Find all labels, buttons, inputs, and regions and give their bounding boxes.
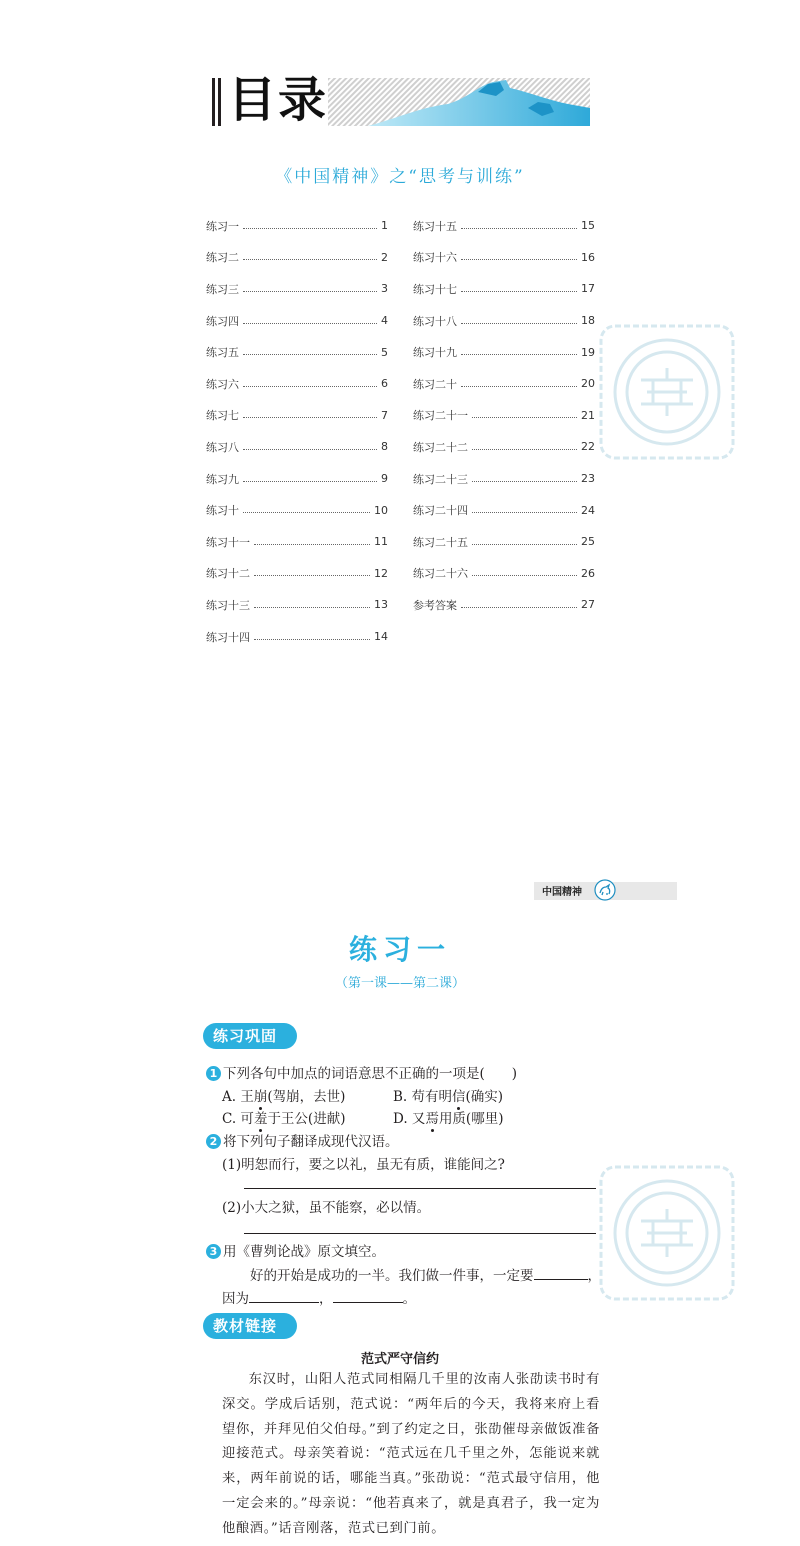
leader-dots (254, 606, 370, 608)
question-number-badge: 1 (206, 1066, 221, 1081)
leader-dots (243, 416, 377, 418)
option-text: 于王公(进献) (267, 1111, 346, 1127)
fill-text: 因为 (222, 1291, 249, 1307)
toc-entry-label: 练习八 (206, 440, 239, 454)
leader-dots (243, 385, 377, 387)
toc-entry-page: 13 (374, 598, 388, 612)
leader-dots (254, 638, 370, 640)
toc-entry-page: 9 (381, 472, 388, 486)
toc-entry-page: 4 (381, 314, 388, 328)
toc-entry-page: 24 (581, 503, 595, 517)
toc-entry-label: 练习二十三 (413, 472, 468, 486)
toc-entry[interactable] (206, 558, 388, 590)
toc-entry-page: 3 (381, 282, 388, 296)
toc-entry-label: 练习九 (206, 472, 239, 486)
option-d[interactable] (393, 1107, 503, 1127)
question-2 (206, 1130, 399, 1150)
toc-entry-label: 练习十九 (413, 346, 457, 360)
question-text: 下列各句中加点的词语意思不正确的一项是( ) (223, 1066, 518, 1082)
option-text: C. 可 (222, 1111, 254, 1127)
leader-dots (472, 574, 577, 576)
toc-entry[interactable] (206, 273, 388, 305)
toc-entry[interactable] (413, 558, 595, 590)
toc-entry-page: 5 (381, 345, 388, 359)
toc-entry-label: 练习二十二 (413, 440, 468, 454)
toc-entry-label: 练习十四 (206, 630, 250, 644)
toc-entry-label: 练习十七 (413, 282, 457, 296)
toc-entry[interactable] (413, 242, 595, 274)
toc-entry-page: 7 (381, 408, 388, 422)
fill-line-2 (222, 1287, 416, 1307)
leader-dots (243, 290, 377, 292)
toc-entry-label: 练习五 (206, 346, 239, 360)
toc-entry[interactable] (413, 273, 595, 305)
leader-dots (243, 511, 370, 513)
toc-column-left (206, 210, 388, 652)
toc-entry[interactable] (206, 621, 388, 653)
leader-dots (243, 227, 377, 229)
sentence-1: (1)明恕而行，要之以礼，虽无有质，谁能间之? (222, 1157, 505, 1173)
question-number-badge: 3 (206, 1244, 221, 1259)
toc-entry[interactable] (206, 494, 388, 526)
toc-entry-page: 18 (581, 314, 595, 328)
toc-entry[interactable] (413, 305, 595, 337)
toc-entry[interactable] (206, 589, 388, 621)
toc-entry[interactable] (413, 526, 595, 558)
story-body: 东汉时，山阳人范式同相隔几千里的汝南人张劭读书时有深交。学成后话别，范式说：“两年后的今天，我将来府上看望你，并拜见伯父伯母。”到了约定之日，张劭催母亲做饭准备迎接范式。母亲笑着说：“范式远在几千里之外，怎能说来就来，两年前说的话，哪能当真。”张劭说：“范式最守信用，他一定会来的。”母亲说：“他若真来了，就是真君子，我一定为他酿酒。”话音刚落，范式已到门前。 (222, 1372, 600, 1536)
section-badge-practice: 练习巩固 (203, 1023, 297, 1049)
toc-entry[interactable] (206, 210, 388, 242)
fill-blank-1[interactable] (534, 1279, 588, 1280)
toc-entry-label: 练习二十 (413, 377, 457, 391)
leader-dots (243, 353, 377, 355)
toc-header (212, 74, 590, 128)
leader-dots (243, 322, 377, 324)
toc-entry[interactable] (206, 242, 388, 274)
toc-entry-page: 2 (381, 250, 388, 264)
leader-dots (472, 511, 577, 513)
toc-entry[interactable] (206, 336, 388, 368)
exercise-subtitle: （第一课——第二课） (334, 976, 465, 991)
toc-entry-page: 21 (581, 408, 595, 422)
leader-dots (461, 385, 577, 387)
leader-dots (461, 227, 577, 229)
leader-dots (243, 448, 377, 450)
toc-entry-label: 练习四 (206, 314, 239, 328)
option-text: B. 苟有明 (393, 1089, 453, 1105)
leader-dots (461, 353, 577, 355)
toc-entry[interactable] (206, 305, 388, 337)
toc-entry-label: 练习十八 (413, 314, 457, 328)
toc-entry-page: 8 (381, 440, 388, 454)
exercise-title: 练习一 (348, 933, 451, 966)
story-title: 范式严守信约 (360, 1352, 439, 1367)
toc-entry-page: 20 (581, 377, 595, 391)
toc-entry-page: 11 (374, 535, 388, 549)
toc-entry-label: 练习三 (206, 282, 239, 296)
toc-entry[interactable] (413, 431, 595, 463)
leader-dots (254, 574, 370, 576)
leader-dots (243, 480, 377, 482)
toc-entry-label: 练习十 (206, 504, 239, 518)
toc-entry-label: 练习二十五 (413, 535, 468, 549)
toc-entry[interactable] (206, 431, 388, 463)
leader-dots (472, 416, 577, 418)
toc-entry-label: 练习一 (206, 219, 239, 233)
toc-entry-label: 练习十二 (206, 567, 250, 581)
toc-entry-label: 练习七 (206, 409, 239, 423)
toc-entry-label: 练习二 (206, 251, 239, 265)
dotted-word: 焉 (425, 1111, 439, 1127)
toc-entry-label: 练习二十四 (413, 504, 468, 518)
sentence-2: (2)小大之狱，虽不能察，必以情。 (222, 1200, 431, 1216)
leader-dots (472, 543, 577, 545)
option-text: D. 又 (393, 1111, 426, 1127)
great-wall-banner (328, 78, 590, 126)
shou-medallion-watermark-icon (597, 1163, 737, 1303)
toc-entry-page: 23 (581, 472, 595, 486)
toc-entry-label: 练习二十一 (413, 409, 468, 423)
toc-entry[interactable] (413, 210, 595, 242)
option-a[interactable] (222, 1085, 345, 1105)
toc-entry-label: 练习二十六 (413, 567, 468, 581)
section-badge-textbook-link: 教材链接 (203, 1313, 297, 1339)
toc-entry-page: 27 (581, 598, 595, 612)
option-c[interactable] (222, 1107, 345, 1127)
leader-dots (461, 290, 577, 292)
toc-entry-page: 19 (581, 345, 595, 359)
fill-text: ， (319, 1291, 333, 1307)
question-text: 将下列句子翻译成现代汉语。 (223, 1134, 399, 1150)
toc-entry-label: 练习十一 (206, 535, 250, 549)
leader-dots (461, 606, 577, 608)
toc-entry-label: 练习六 (206, 377, 239, 391)
toc-column-right (413, 210, 595, 621)
option-text: (驾崩，去世) (267, 1089, 346, 1105)
toc-entry[interactable] (413, 589, 595, 621)
horse-seal-icon (594, 879, 616, 901)
fill-text: 。 (402, 1291, 416, 1307)
toc-entry-page: 10 (374, 503, 388, 517)
shou-medallion-watermark-icon (597, 322, 737, 462)
fill-text: 好的开始是成功的一半。我们做一件事，一定要 (250, 1268, 534, 1284)
question-number-badge: 2 (206, 1134, 221, 1149)
dotted-word: 崩 (253, 1089, 268, 1105)
toc-entry-page: 25 (581, 535, 595, 549)
toc-entry[interactable] (413, 368, 595, 400)
toc-entry-label: 参考答案 (413, 598, 457, 612)
toc-entry-page: 6 (381, 377, 388, 391)
toc-entry-label: 练习十三 (206, 598, 250, 612)
toc-entry[interactable] (206, 463, 388, 495)
option-text: 用质(哪里) (438, 1111, 504, 1127)
toc-title: 目录 (228, 72, 329, 128)
leader-dots (254, 543, 370, 545)
toc-entry[interactable] (413, 400, 595, 432)
toc-entry[interactable] (413, 463, 595, 495)
fill-blank-3[interactable] (333, 1302, 403, 1303)
fill-blank-2[interactable] (249, 1302, 319, 1303)
dotted-word: 羞 (253, 1111, 268, 1127)
toc-entry-page: 16 (581, 250, 595, 264)
toc-entry[interactable] (206, 400, 388, 432)
book-tab (534, 882, 677, 900)
option-text: A. 王 (222, 1089, 254, 1105)
dotted-word: 信 (452, 1089, 466, 1105)
answer-line-1[interactable] (244, 1188, 596, 1189)
toc-subtitle: 《中国精神》之“思考与训练” (275, 167, 525, 187)
toc-entry[interactable] (206, 526, 388, 558)
toc-entry-page: 26 (581, 566, 595, 580)
option-text: (确实) (465, 1089, 504, 1105)
fill-text: ， (587, 1268, 601, 1284)
leader-dots (472, 480, 577, 482)
answer-line-2[interactable] (244, 1233, 596, 1234)
leader-dots (461, 322, 577, 324)
toc-entry-page: 17 (581, 282, 595, 296)
toc-entry-label: 练习十五 (413, 219, 457, 233)
book-tab-label: 中国精神 (542, 887, 582, 898)
toc-entry-page: 14 (374, 630, 388, 644)
leader-dots (461, 258, 577, 260)
toc-entry-page: 15 (581, 219, 595, 233)
leader-dots (243, 258, 377, 260)
option-b[interactable] (393, 1085, 503, 1105)
question-text: 用《曹刿论战》原文填空。 (223, 1244, 385, 1260)
question-1 (206, 1062, 517, 1082)
toc-entry[interactable] (413, 336, 595, 368)
leader-dots (472, 448, 577, 450)
fill-line-1 (250, 1264, 601, 1284)
toc-entry-label: 练习十六 (413, 251, 457, 265)
toc-entry[interactable] (413, 494, 595, 526)
question-3 (206, 1240, 385, 1260)
toc-entry-page: 1 (381, 219, 388, 233)
toc-entry[interactable] (206, 368, 388, 400)
toc-entry-page: 22 (581, 440, 595, 454)
toc-entry-page: 12 (374, 566, 388, 580)
